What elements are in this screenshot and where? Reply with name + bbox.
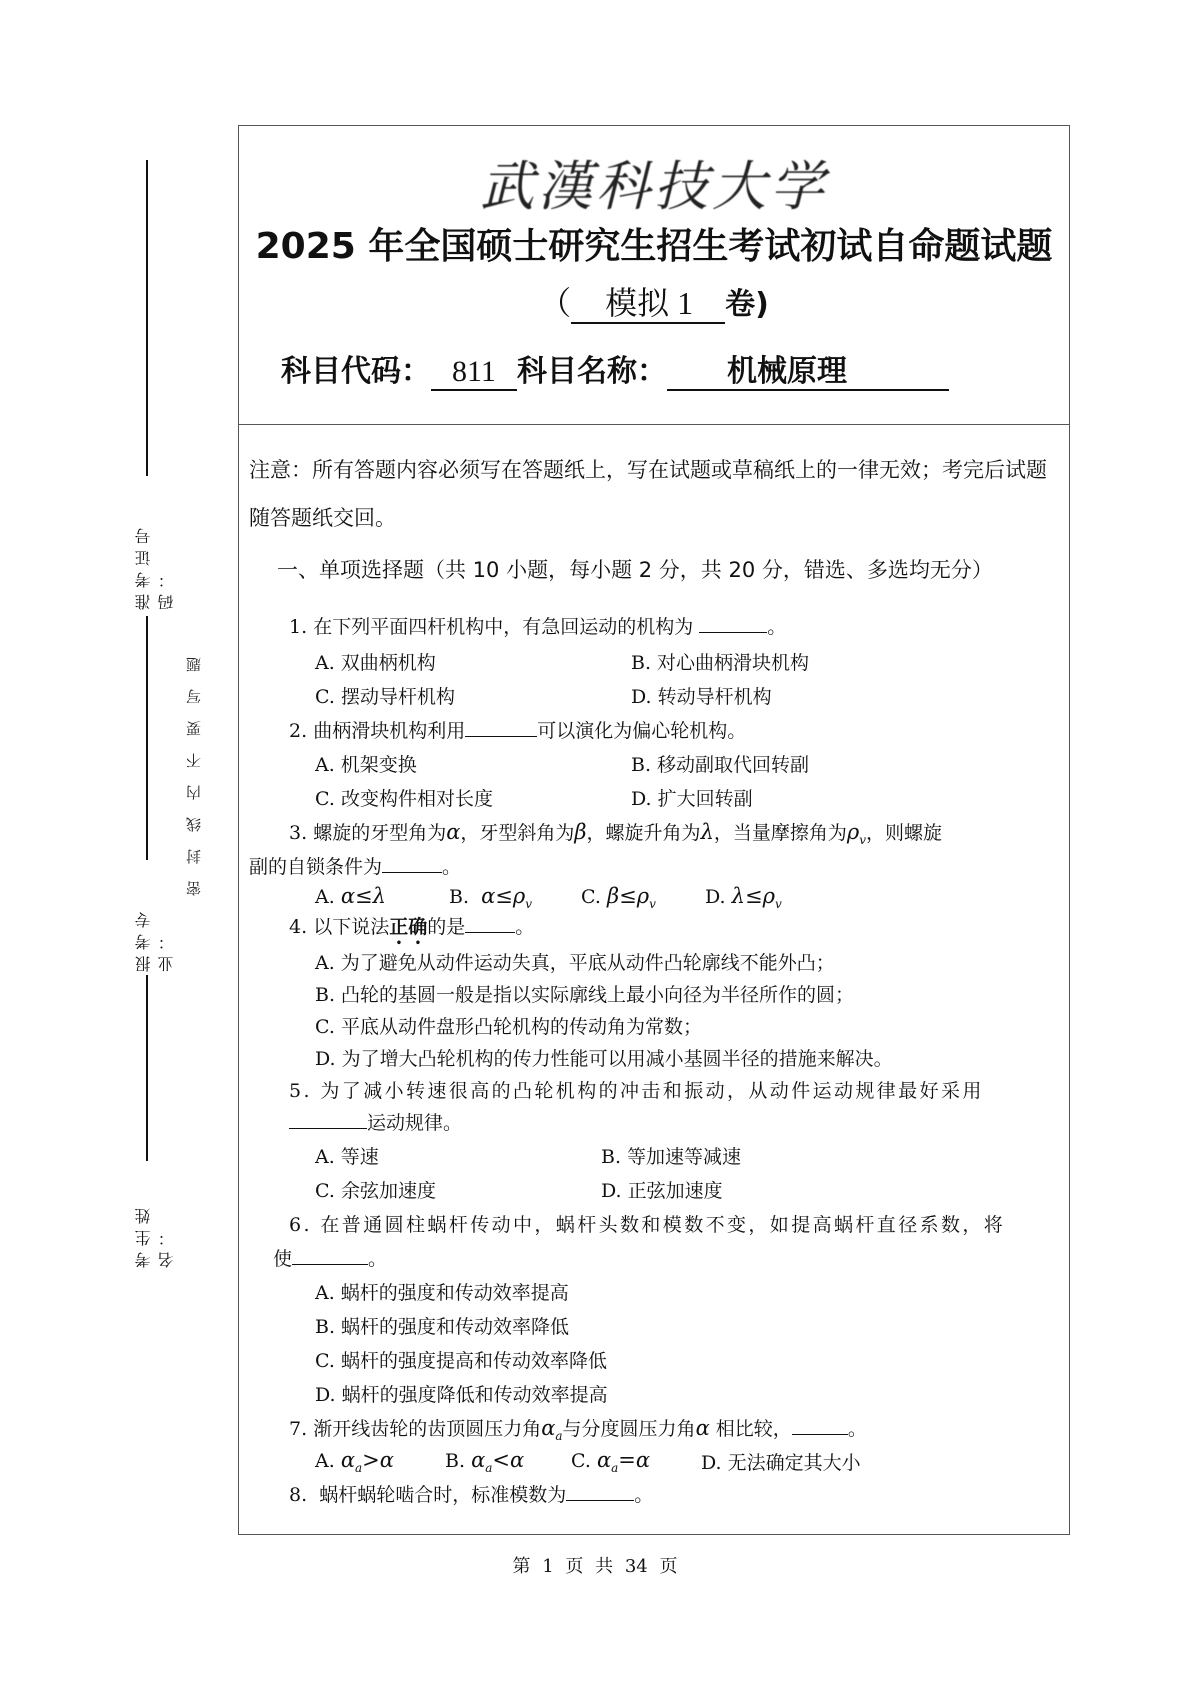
section-title: 一、单项选择题（共 10 小题，每小题 2 分，共 20 分，错选、多选均无分）	[277, 558, 993, 582]
question-text-end: 运动规律。	[367, 1112, 463, 1134]
page-number: 第 1 页 共 34 页	[512, 1556, 678, 1577]
option-label: B.	[449, 886, 470, 908]
paper-variant-open: （	[539, 285, 572, 321]
question-text-end: 。	[847, 1418, 867, 1440]
option-label: B.	[445, 1450, 466, 1472]
option-5a[interactable]: A. 等速	[315, 1146, 379, 1168]
operator: >	[362, 1448, 380, 1472]
subject-code-label: 科目代码：	[281, 354, 431, 389]
question-6	[289, 1210, 1005, 1237]
question-text: 与分度圆压力角	[562, 1418, 696, 1440]
alpha-subscript: a	[555, 1429, 563, 1444]
answer-blank[interactable]	[382, 854, 442, 873]
exam-id-label: 准考证号码：	[134, 522, 176, 610]
option-7d[interactable]	[701, 1448, 861, 1475]
exam-paper-frame	[238, 125, 1070, 1535]
option-7a[interactable]	[315, 1448, 394, 1475]
question-text: 使	[273, 1248, 293, 1270]
question-text-end: 。	[442, 856, 462, 878]
option-5c[interactable]: C. 余弦加速度	[315, 1180, 436, 1202]
option-label: C.	[581, 886, 601, 908]
answer-blank[interactable]	[465, 718, 537, 737]
option-2b[interactable]: B. 移动副取代回转副	[631, 754, 810, 776]
lhs-subscript: a	[355, 1460, 363, 1475]
rho-v-symbol	[846, 820, 867, 848]
binding-line-top	[146, 160, 148, 476]
operator: ≤	[355, 884, 373, 908]
answer-blank[interactable]	[292, 1246, 368, 1265]
rhs-subscript: v	[649, 896, 656, 911]
lhs: α	[481, 884, 496, 908]
lhs: α	[471, 1448, 486, 1472]
major-label: 报考专业：	[134, 906, 176, 972]
rhs: ρ	[762, 884, 775, 908]
rhs: α	[379, 1448, 394, 1472]
rhs-subscript: v	[525, 896, 533, 911]
question-number: 2.	[289, 720, 308, 742]
major-line[interactable]	[146, 975, 148, 1161]
rhs: ρ	[512, 884, 526, 908]
question-text-end: 。	[515, 916, 535, 938]
option-7c[interactable]	[571, 1448, 650, 1475]
alpha-symbol: α	[446, 820, 461, 844]
rhs: ρ	[636, 884, 650, 908]
option-label: A.	[315, 886, 335, 908]
question-text: 相比较，	[715, 1418, 792, 1440]
question-7	[289, 1414, 867, 1443]
subject-info	[281, 346, 949, 391]
answer-blank[interactable]	[289, 1110, 367, 1129]
question-2	[289, 716, 746, 743]
question-number: 3.	[289, 822, 308, 844]
question-text: 以下说法	[313, 916, 390, 938]
question-number: 1.	[289, 616, 308, 638]
question-text: ，当量摩擦角为	[713, 822, 847, 844]
option-7b[interactable]	[445, 1448, 524, 1475]
rho-subscript: v	[859, 833, 867, 848]
operator: ≤	[495, 884, 513, 908]
seal-line-warning: 密封线内不要写题	[185, 640, 203, 896]
paper-variant	[239, 278, 1069, 324]
option-6c[interactable]: C. 蜗杆的强度提高和传动效率降低	[315, 1350, 607, 1372]
operator: =	[618, 1448, 636, 1472]
beta-symbol: β	[574, 820, 587, 844]
option-1a[interactable]: A. 双曲柄机构	[315, 652, 436, 674]
subject-code: 811	[431, 355, 517, 391]
question-text: 在普通圆柱蜗杆传动中，蜗杆头数和模数不变，如提高蜗杆直径系数，将	[320, 1214, 1006, 1236]
option-3c[interactable]	[581, 884, 656, 911]
option-6d[interactable]: D. 蜗杆的强度降低和传动效率提高	[315, 1384, 608, 1406]
option-4d[interactable]: D. 为了增大凸轮机构的传力性能可以用减小基圆半径的措施来解决。	[315, 1048, 893, 1070]
option-3d[interactable]	[705, 884, 782, 911]
question-3	[289, 818, 942, 847]
rhs-subscript: v	[774, 896, 782, 911]
alpha: α	[541, 1416, 556, 1440]
question-text: ，则螺旋	[866, 822, 943, 844]
option-label: A.	[315, 1450, 335, 1472]
lhs: λ	[731, 884, 745, 908]
alpha-symbol: α	[695, 1416, 710, 1440]
option-1c[interactable]: C. 摆动导杆机构	[315, 686, 455, 708]
notice-text: 注意：所有答题内容必须写在答题纸上，写在试题或草稿纸上的一律无效；考完后试题随答题纸交回。	[249, 458, 1047, 530]
question-number: 4.	[289, 916, 308, 938]
question-text: 渐开线齿轮的齿顶圆压力角	[313, 1418, 542, 1440]
subject-name-label: 科目名称：	[517, 354, 667, 389]
paper-variant-value: 模拟 1	[571, 284, 725, 324]
option-6b[interactable]: B. 蜗杆的强度和传动效率降低	[315, 1316, 570, 1338]
question-text: 为了减小转速很高的凸轮机构的冲击和振动，从动件运动规律最好采用	[320, 1080, 984, 1102]
question-text: 螺旋的牙型角为	[313, 822, 447, 844]
option-3a[interactable]	[315, 884, 386, 908]
lhs-subscript: a	[611, 1460, 619, 1475]
option-label: C.	[571, 1450, 591, 1472]
question-number: 8.	[289, 1484, 308, 1506]
rhs: α	[635, 1448, 651, 1472]
option-1b[interactable]: B. 对心曲柄滑块机构	[631, 652, 810, 674]
question-text: 蜗杆蜗轮啮合时，标准模数为	[319, 1484, 567, 1506]
question-4	[289, 912, 534, 949]
option-5b[interactable]: B. 等加速等减速	[601, 1146, 742, 1168]
question-text: 曲柄滑块机构利用	[313, 720, 466, 742]
question-number: 7.	[289, 1418, 308, 1440]
option-4a[interactable]: A. 为了避免从动件运动失真，平底从动件凸轮廓线不能外凸；	[315, 952, 835, 974]
paper-variant-close: 卷)	[725, 287, 769, 322]
question-5-line2	[289, 1108, 462, 1135]
exam-header	[239, 126, 1069, 425]
option-3b[interactable]	[449, 884, 532, 911]
operator: ≤	[619, 884, 637, 908]
answer-blank[interactable]	[792, 1416, 848, 1435]
name-label: 考生姓名：	[134, 1202, 176, 1268]
option-6a[interactable]: A. 蜗杆的强度和传动效率提高	[315, 1282, 569, 1304]
question-3-line2	[249, 852, 461, 879]
question-5	[289, 1076, 984, 1103]
option-1d[interactable]: D. 转动导杆机构	[631, 686, 772, 708]
option-2a[interactable]: A. 机架变换	[315, 754, 417, 776]
lambda-symbol: λ	[700, 820, 714, 844]
subject-name: 机械原理	[667, 355, 949, 391]
question-text-end: 。	[368, 1248, 388, 1270]
lhs: β	[606, 884, 620, 908]
option-text: 无法确定其大小	[727, 1452, 861, 1474]
answer-blank[interactable]	[699, 614, 767, 633]
question-text: 在下列平面四杆机构中，有急回运动的机构为	[313, 616, 700, 638]
question-text-end: 。	[767, 616, 787, 638]
option-4b[interactable]: B. 凸轮的基圆一般是指以实际廓线上最小向径为半径所作的圆；	[315, 984, 855, 1006]
question-number: 6.	[289, 1214, 312, 1236]
rhs: λ	[372, 884, 386, 908]
rhs: α	[510, 1448, 525, 1472]
operator: ≤	[744, 884, 763, 908]
option-label: D.	[705, 886, 726, 908]
alpha-a-symbol	[541, 1416, 563, 1444]
operator: <	[492, 1448, 511, 1472]
lhs: α	[596, 1448, 612, 1472]
option-2d[interactable]: D. 扩大回转副	[631, 788, 753, 810]
exam-id-line[interactable]	[146, 616, 148, 860]
rho: ρ	[846, 820, 860, 844]
question-text: 副的自锁条件为	[249, 856, 383, 878]
lhs-subscript: a	[485, 1460, 493, 1475]
emphasis-text: 正确	[389, 916, 428, 938]
question-text-end: 可以演化为偏心轮机构。	[537, 720, 747, 742]
lhs: α	[340, 884, 355, 908]
question-6-line2	[273, 1244, 387, 1271]
option-2c[interactable]: C. 改变构件相对长度	[315, 788, 493, 810]
question-text: 的是	[427, 916, 466, 938]
option-label: D.	[701, 1452, 722, 1474]
lhs: α	[340, 1448, 355, 1472]
question-1	[289, 612, 786, 639]
question-text: ，牙型斜角为	[460, 822, 575, 844]
exam-title: 2025 年全国硕士研究生招生考试初试自命题试题	[255, 226, 1053, 267]
option-5d[interactable]: D. 正弦加速度	[601, 1180, 723, 1202]
question-8	[289, 1480, 653, 1507]
question-number: 5.	[289, 1080, 312, 1102]
option-4c[interactable]: C. 平底从动件盘形凸轮机构的传动角为常数；	[315, 1016, 702, 1038]
answer-blank[interactable]	[566, 1482, 634, 1501]
question-text: ，螺旋升角为	[586, 822, 701, 844]
question-text-end: 。	[634, 1484, 654, 1506]
university-logo: 武漢科技大学	[480, 155, 828, 218]
answer-blank[interactable]	[465, 914, 515, 933]
